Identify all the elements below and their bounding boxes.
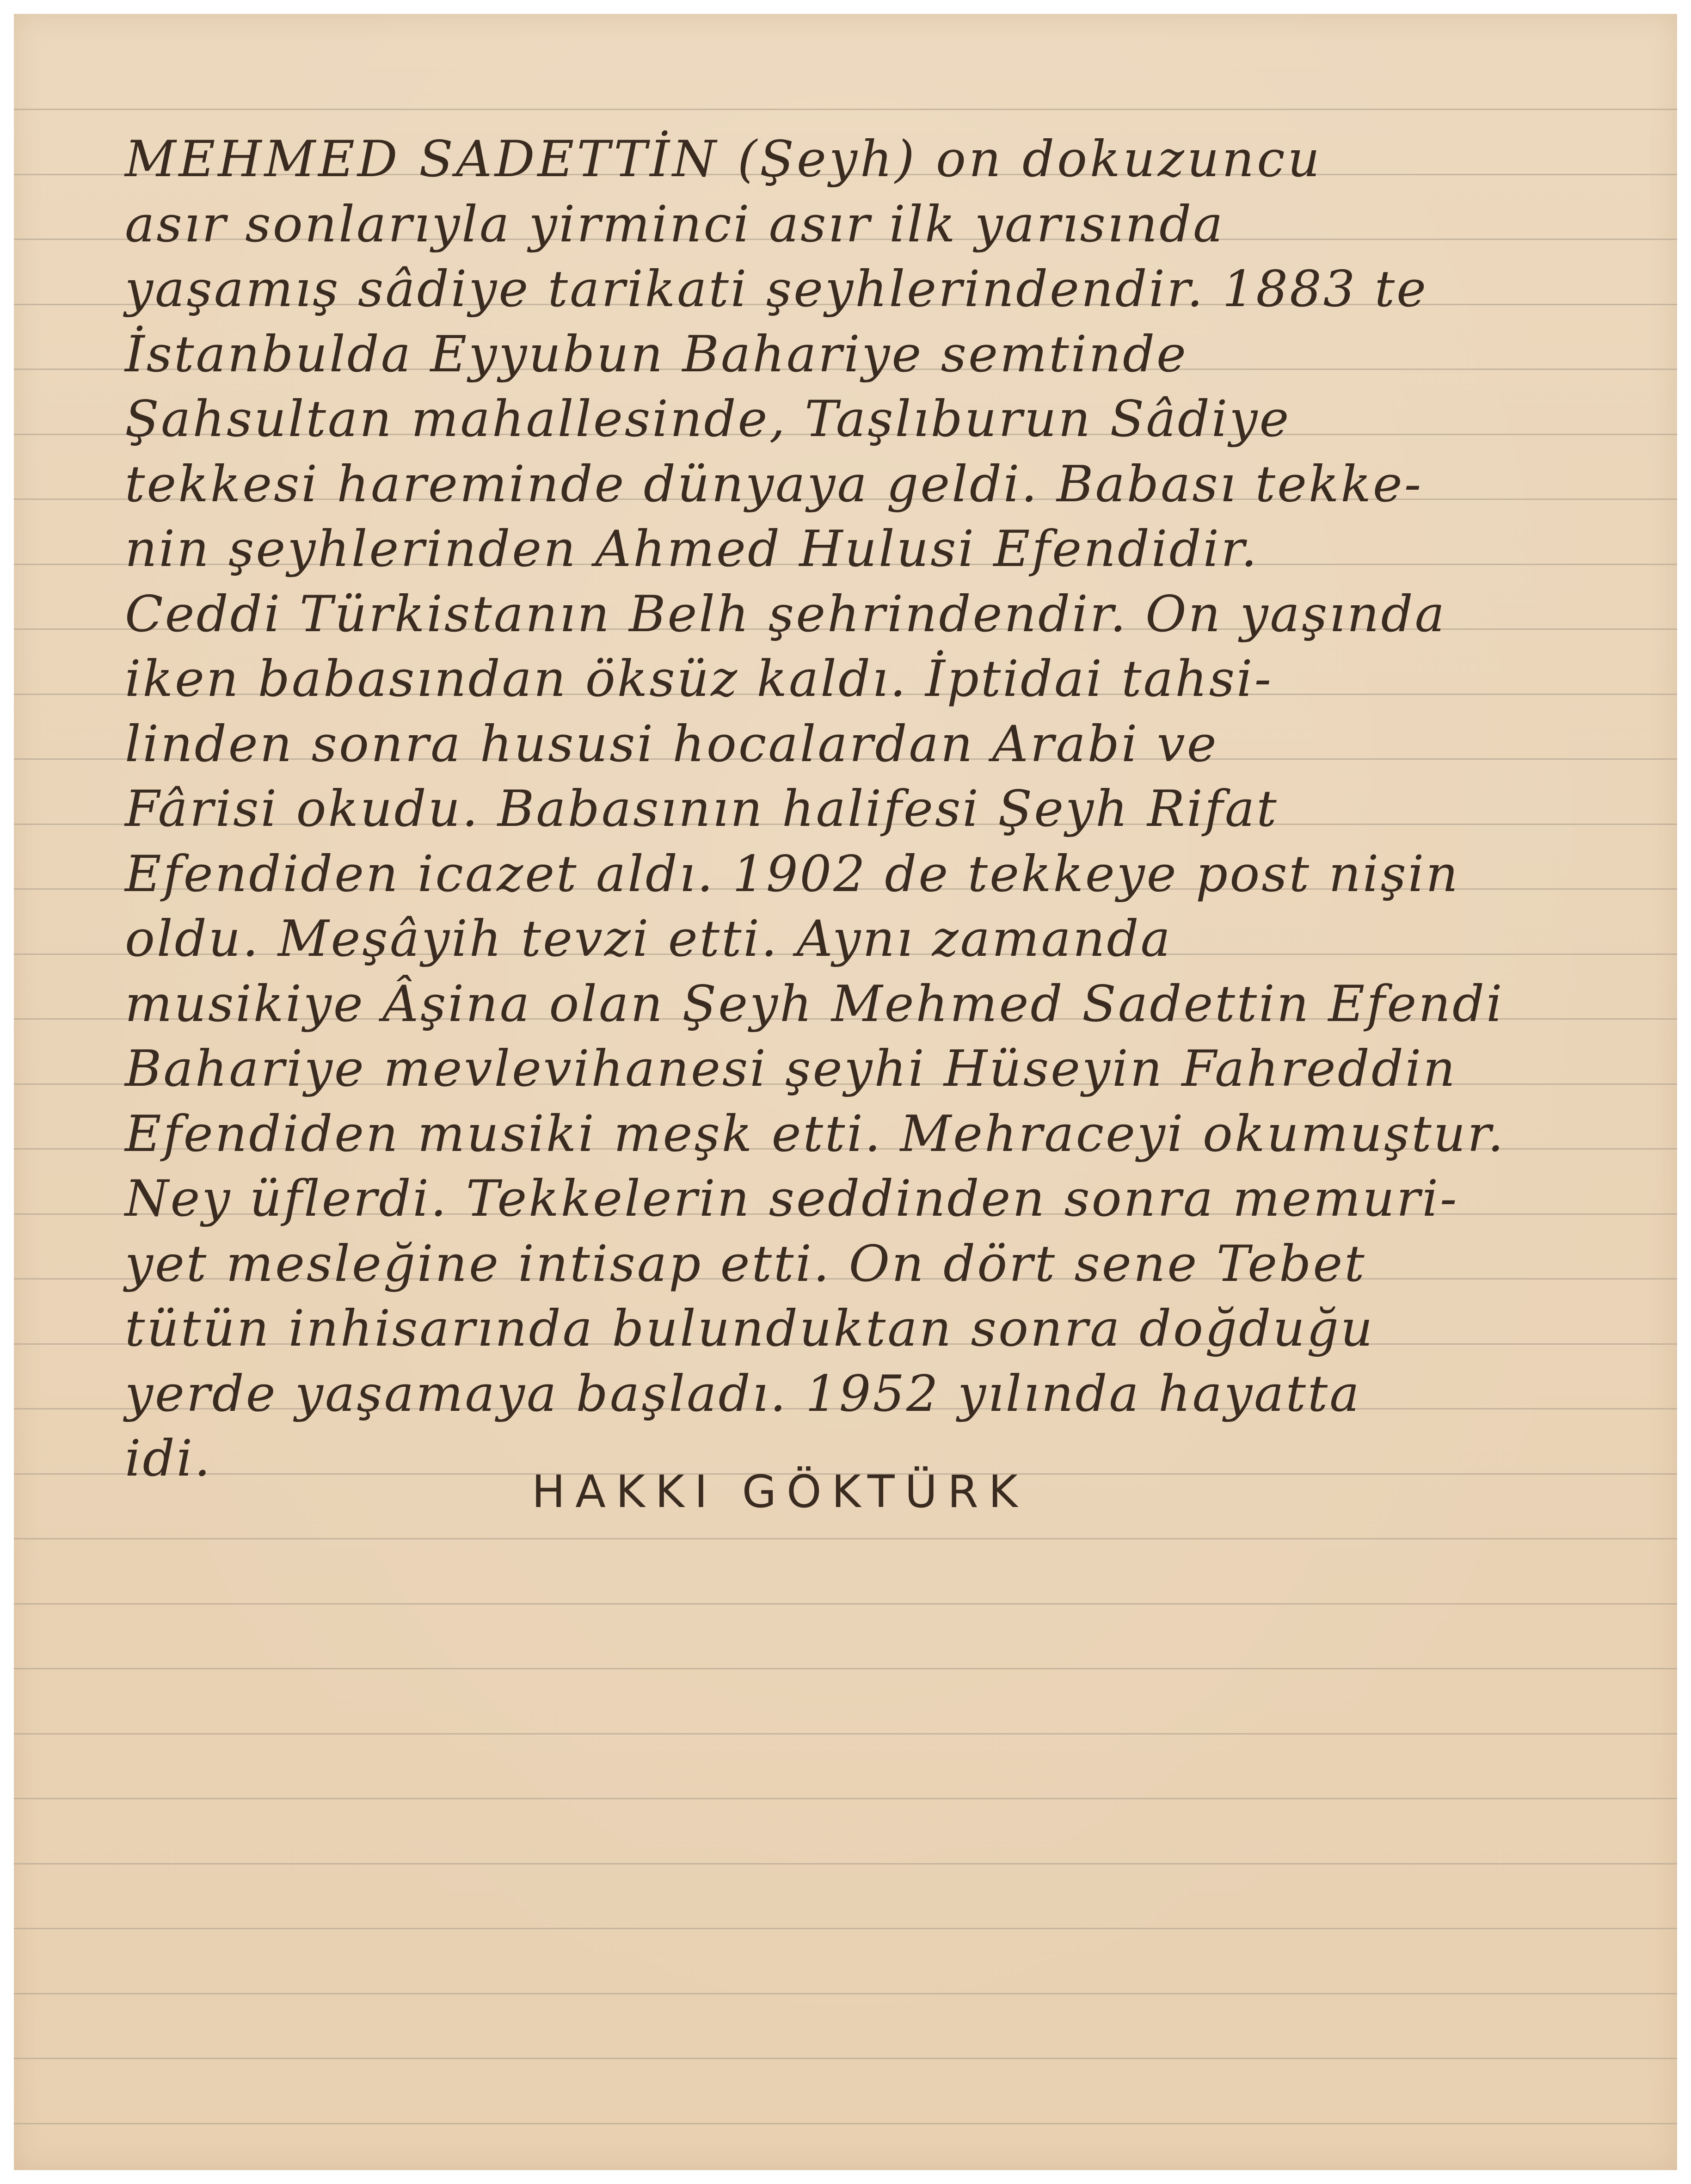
text-line: idi. [125,1430,212,1488]
ruled-line [14,2058,1677,2059]
ruled-line [14,1603,1677,1605]
text-line: asır sonlarıyla yirminci asır ilk yarısında [125,195,1225,253]
author-signature: HAKKI GÖKTÜRK [532,1466,1028,1518]
text-line: yaşamış sâdiye tarikati şeyhlerindendir. 1883 te [125,260,1428,318]
ruled-line [14,1733,1677,1735]
text-line: Ceddi Türkistanın Belh şehrindendir. On yaşında [125,585,1446,643]
text-line: tütün inhisarında bulunduktan sonra doğduğu [125,1300,1375,1358]
ruled-line [14,2123,1677,2124]
text-line: Fârisi okudu. Babasının halifesi Şeyh Rifat [125,780,1279,838]
ruled-line [14,1993,1677,1994]
text-line: İstanbulda Eyyubun Bahariye semtinde [125,325,1188,383]
text-line: oldu. Meşâyih tevzi etti. Aynı zamanda [125,910,1172,968]
text-line: MEHMED SADETTİN (Şeyh) on dokuzuncu [125,130,1323,188]
text-line: iken babasından öksüz kaldı. İptidai tahsi- [125,650,1273,708]
text-line: nin şeyhlerinden Ahmed Hulusi Efendidir. [125,520,1259,578]
text-line: tekkesi hareminde dünyaya geldi. Babası tekke- [125,455,1423,513]
ruled-line [14,1798,1677,1799]
ruled-line [14,1928,1677,1929]
text-line: Ney üflerdi. Tekkelerin seddinden sonra memuri- [125,1170,1459,1228]
text-line: yerde yaşamaya başladı. 1952 yılında hayatta [125,1365,1361,1423]
text-line: Efendiden icazet aldı. 1902 de tekkeye post nişin [125,845,1460,903]
text-line: musikiye Âşina olan Şeyh Mehmed Sadettin Efendi [125,975,1504,1033]
ruled-line [14,1863,1677,1864]
text-line: yet mesleğine intisap etti. On dört sene Tebet [125,1235,1366,1293]
lined-paper-sheet [14,14,1677,2170]
text-line: linden sonra hususi hocalardan Arabi ve [125,715,1218,773]
text-line: Şahsultan mahallesinde, Taşlıburun Sâdiye [125,390,1291,448]
text-line: Bahariye mevlevihanesi şeyhi Hüseyin Fahreddin [125,1040,1457,1098]
ruled-line [14,1668,1677,1669]
text-line: Efendiden musiki meşk etti. Mehraceyi okumuştur. [125,1105,1506,1163]
ruled-line [14,109,1677,110]
handwritten-text [125,127,1609,1492]
ruled-line [14,1538,1677,1539]
